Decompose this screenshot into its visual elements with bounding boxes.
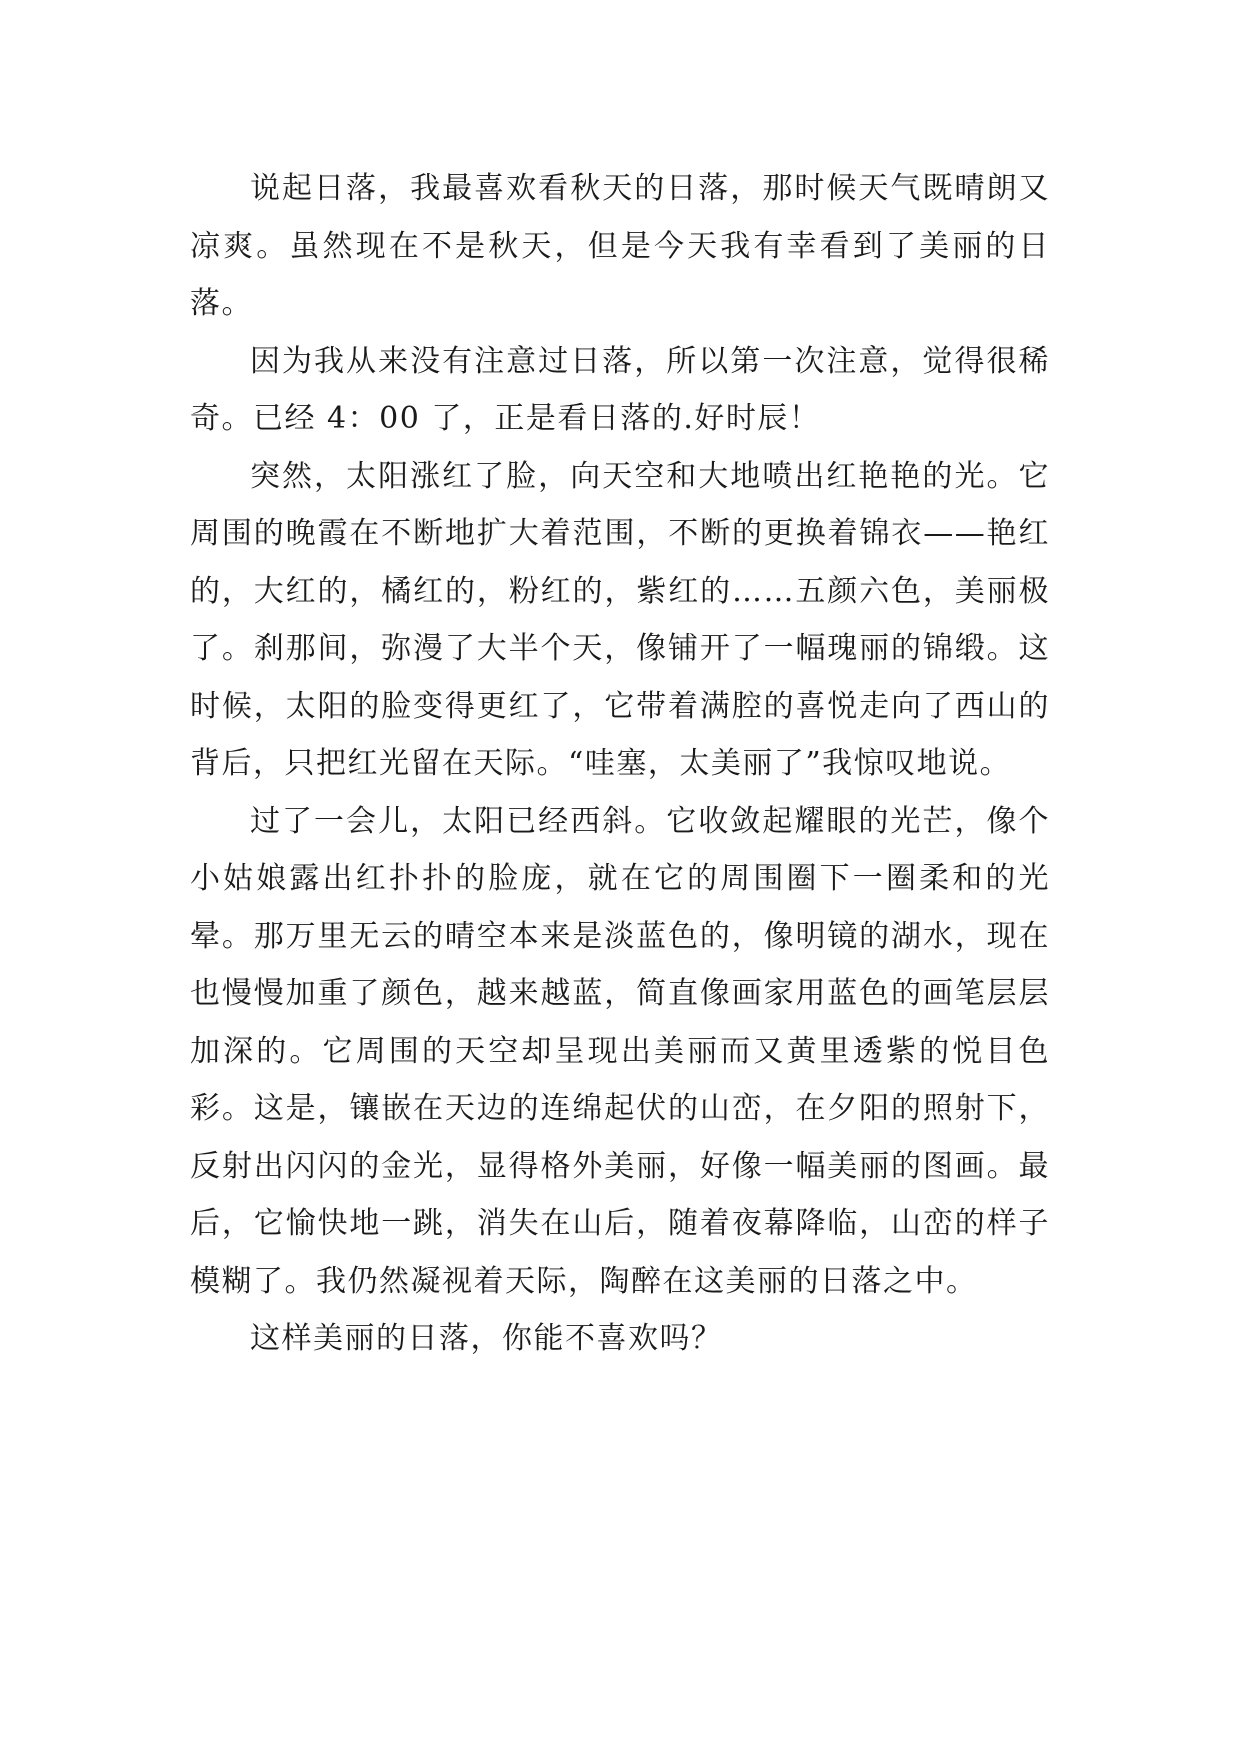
paragraph-1: 说起日落，我最喜欢看秋天的日落，那时候天气既晴朗又凉爽。虽然现在不是秋天，但是今天我有幸看到了美丽的日落。 (190, 171, 1050, 321)
paragraph-4: 过了一会儿，太阳已经西斜。它收敛起耀眼的光芒，像个小姑娘露出红扑扑的脸庞，就在它的周围圈下一圈柔和的光晕。那万里无云的晴空本来是淡蓝色的，像明镜的湖水，现在也慢慢加重了颜色，越来越蓝，简直像画家用蓝色的画笔层层加深的。它周围的天空却呈现出美丽而又黄里透紫的悦目色彩。这是，镶嵌在天边的连绵起伏的山峦，在夕阳的照射下，反射出闪闪的金光，显得格外美丽，好像一幅美丽的图画。最后，它愉快地一跳，消失在山后，随着夜幕降临，山峦的样子模糊了。我仍然凝视着天际，陶醉在这美丽的日落之中。 (190, 803, 1050, 1299)
paragraph-5: 这样美丽的日落，你能不喜欢吗？ (250, 1321, 723, 1356)
document-body (190, 160, 1050, 1368)
paragraph-2: 因为我从来没有注意过日落，所以第一次注意，觉得很稀奇。已经 4：00 了，正是看日落的.好时辰！ (190, 343, 1050, 436)
paragraph-3: 突然，太阳涨红了脸，向天空和大地喷出红艳艳的光。它周围的晚霞在不断地扩大着范围，不断的更换着锦衣——艳红的，大红的，橘红的，粉红的，紫红的……五颜六色，美丽极了。刹那间，弥漫了大半个天，像铺开了一幅瑰丽的锦缎。这时候，太阳的脸变得更红了，它带着满腔的喜悦走向了西山的背后，只把红光留在天际。“哇塞，太美丽了”我惊叹地说。 (190, 458, 1050, 781)
